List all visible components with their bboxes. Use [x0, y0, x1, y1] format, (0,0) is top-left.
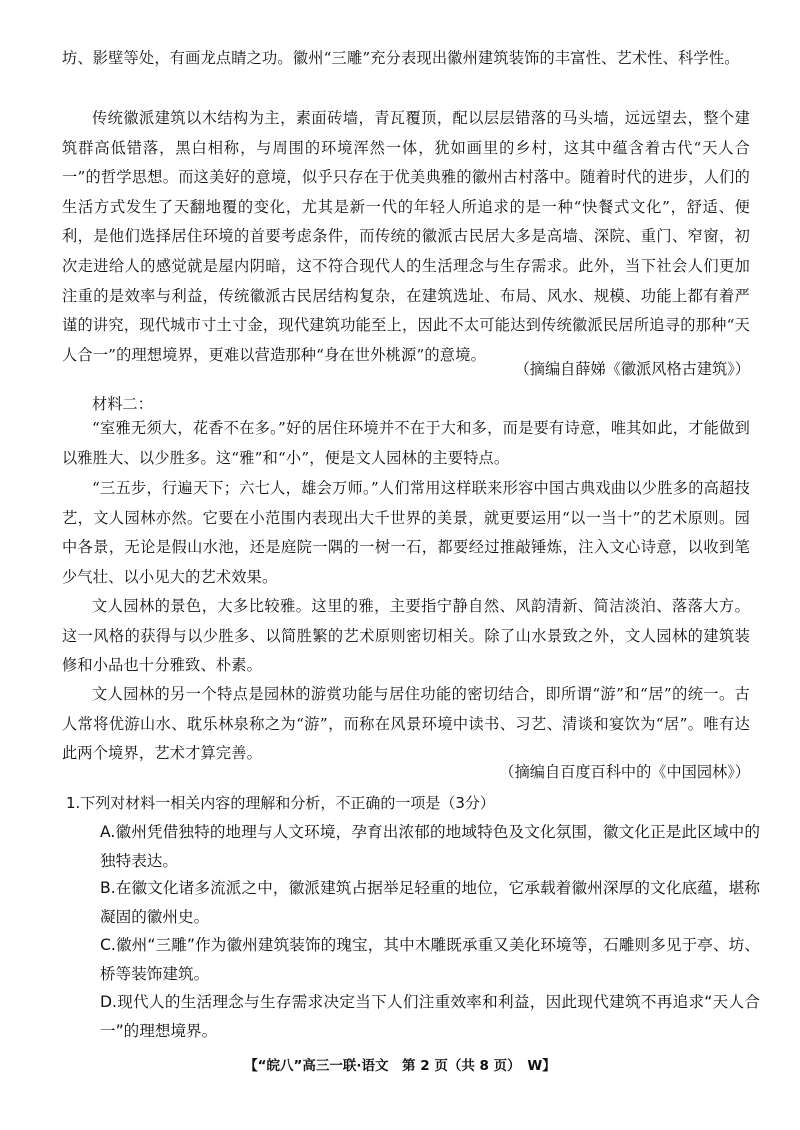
option-d-letter: D. [100, 993, 117, 1011]
material2-paragraph-2: “三五步，行遍天下；六七人，雄会万师。”人们常用这样联来形容中国古典戏曲以少胜多的高超技艺，文人园林亦然。它要在小范围内表现出大千世界的美景，就更要运用“以一当十”的艺术原则。园中各景，无论是假山水池，还是庭院一隅的一树一石，都要经过推敲锤炼，注入文心诗意，以收到笔少气壮、以小见大的艺术效果。 [62, 479, 750, 586]
question-stem: 1.下列对材料一相关内容的理解和分析，不正确的一项是（3分） [66, 794, 495, 812]
option-c-letter: C. [100, 936, 116, 954]
option-b-text: 在徽文化诸多流派之中，徽派建筑占据举足轻重的地位，它承载着徽州深厚的文化底蕴，堪称凝固的徽州史。 [100, 879, 760, 926]
material2-paragraph-4: 文人园林的另一个特点是园林的游赏功能与居住功能的密切结合，即所谓“游”和“居”的统一。古人常将优游山水、耽乐林泉称之为“游”，而称在风景环境中读书、习艺、清谈和宴饮为“居”。唯有达此两个境界，艺术才算完善。 [62, 685, 750, 763]
option-a-letter: A. [100, 823, 116, 841]
material2-paragraph-1: “室雅无须大，花香不在多。”好的居住环境并不在于大和多，而是要有诗意，唯其如此，才能做到以雅胜大、以少胜多。这“雅”和“小”，便是文人园林的主要特点。 [62, 419, 750, 467]
material1-source: （摘编自薛娣《徽派风格古建筑》） [514, 360, 750, 378]
page-footer: 【“皖八”高三一联·语文 第 2 页（共 8 页） W】 [244, 1058, 556, 1074]
option-d[interactable] [100, 988, 760, 1046]
option-c-text: 徽州“三雕”作为徽州建筑装饰的瑰宝，其中木雕既承重又美化环境等，石雕则多见于亭、坊、桥等装饰建筑。 [100, 936, 760, 983]
material2-heading: 材料二： [92, 395, 153, 413]
option-b-letter: B. [100, 879, 116, 897]
option-a[interactable] [100, 818, 760, 876]
option-d-text: 现代人的生活理念与生存需求决定当下人们注重效率和利益，因此现代建筑不再追求“天人合一”的理想境界。 [100, 993, 760, 1040]
option-a-text: 徽州凭借独特的地理与人文环境，孕育出浓郁的地域特色及文化氛围，徽文化正是此区域中的独特表达。 [100, 823, 760, 870]
material2-paragraph-3: 文人园林的景色，大多比较雅。这里的雅，主要指宁静自然、风韵清新、简洁淡泊、落落大方。这一风格的获得与以少胜多、以简胜繁的艺术原则密切相关。除了山水景致之外，文人园林的建筑装修和小品也十分雅致、朴素。 [62, 597, 750, 675]
option-b[interactable] [100, 874, 760, 932]
option-c[interactable] [100, 931, 760, 989]
material2-source: （摘编自百度百科中的《中国园林》） [499, 763, 750, 781]
material1-paragraph-intro: 坊、影壁等处，有画龙点睛之功。徽州“三雕”充分表现出徽州建筑装饰的丰富性、艺术性、科学性。 [62, 49, 740, 67]
material1-paragraph-main: 传统徽派建筑以木结构为主，素面砖墙，青瓦覆顶，配以层层错落的马头墙，远远望去，整个建筑群高低错落，黑白相称，与周围的环境浑然一体，犹如画里的乡村，这其中蕴含着古代“天人合一”的哲学思想。而这美好的意境，似乎只存在于优美典雅的徽州古村落中。随着时代的进步，人们的生活方式发生了天翻地覆的变化，尤其是新一代的年轻人所追求的是一种“快餐式文化”，舒适、便利，是他们选择居住环境的首要考虑条件，而传统的徽派古民居大多是高墙、深院、重门、窄窗，初次走进给人的感觉就是屋内阴暗，这不符合现代人的生活理念与生存需求。此外，当下社会人们更加注重的是效率与利益，传统徽派古民居结构复杂，在建筑选址、布局、风水、规模、功能上都有着严谨的讲究，现代城市寸土寸金，现代建筑功能至上，因此不太可能达到传统徽派民居所追寻的那种“天人合一”的理想境界，更难以营造那种“身在世外桃源”的意境。 [62, 109, 750, 364]
